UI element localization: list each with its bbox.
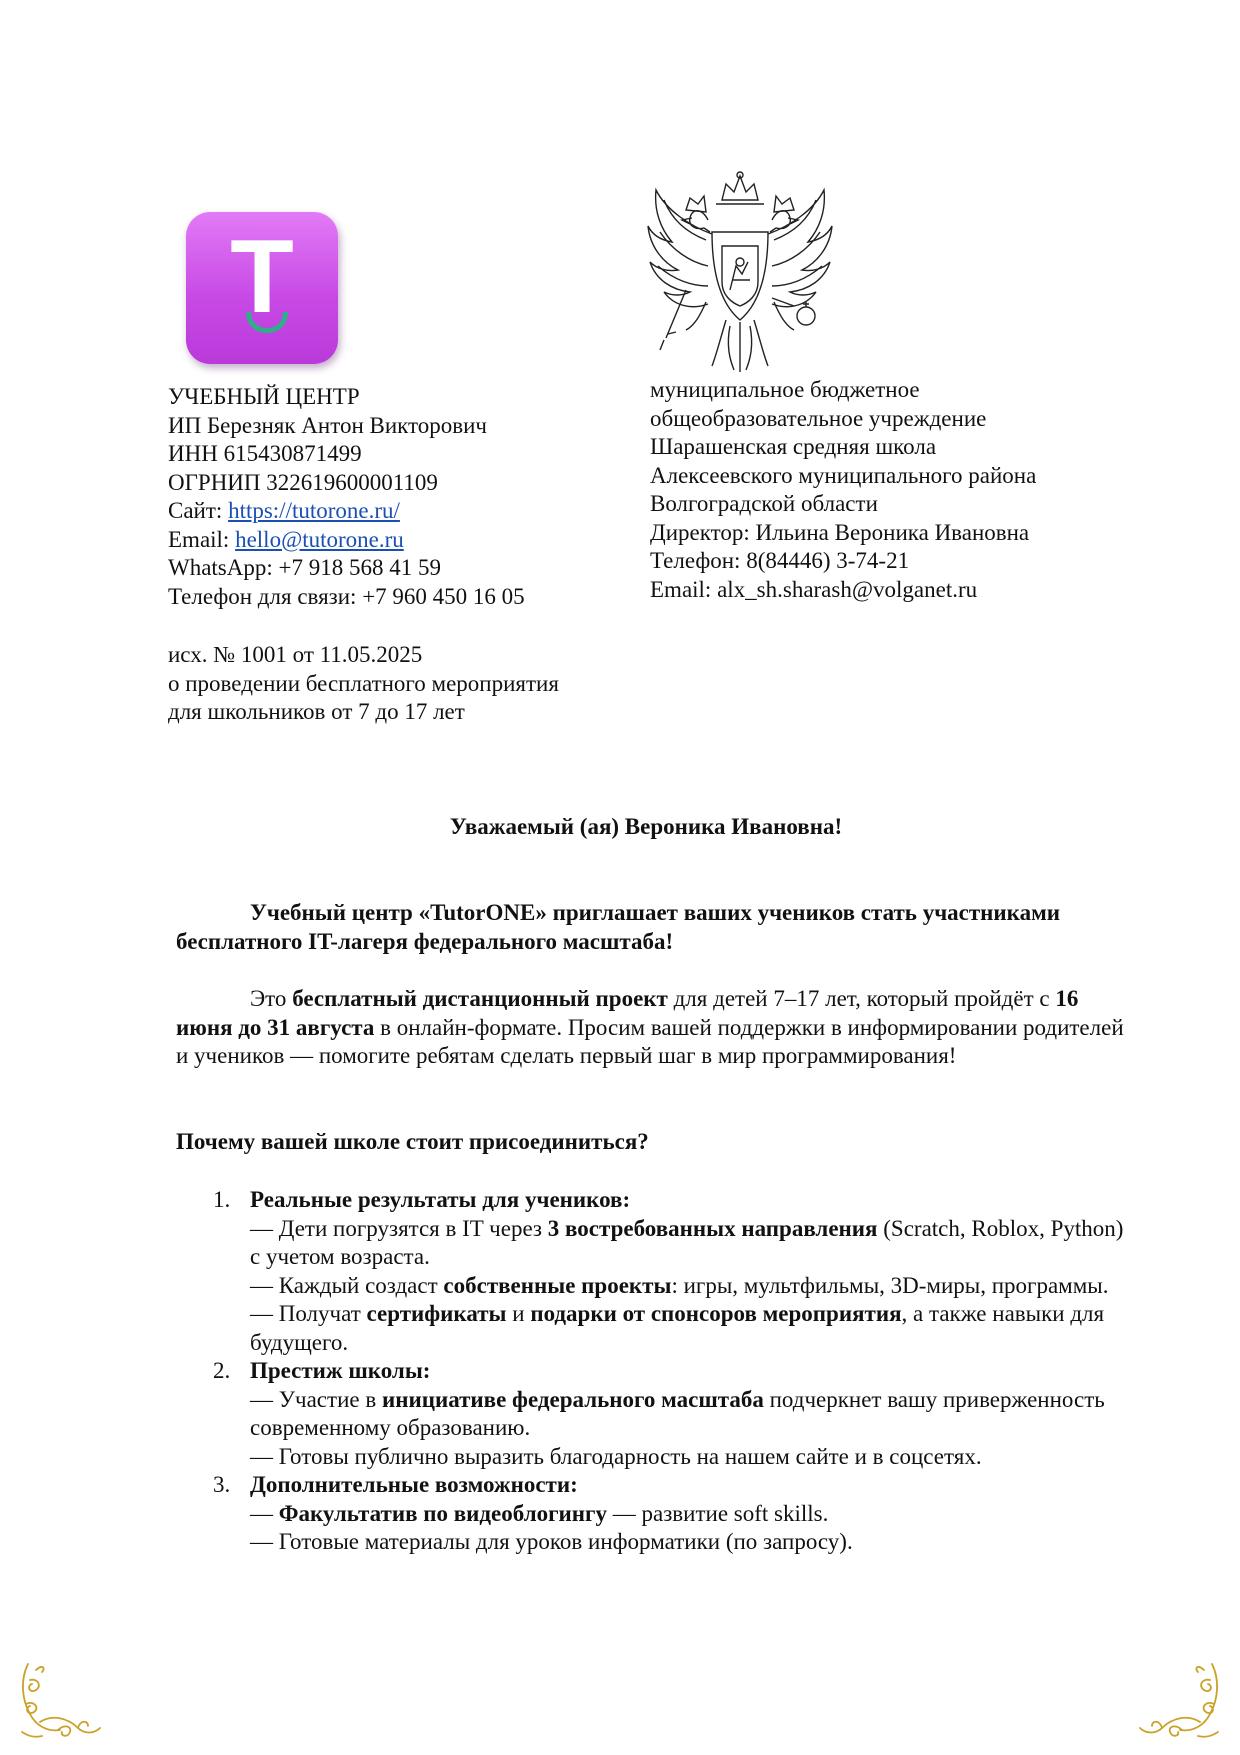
- sender-site-line: [168, 497, 648, 526]
- recipient-line: Алексеевского муниципального района: [650, 462, 1037, 488]
- corner-ornament-right: [1138, 1660, 1222, 1740]
- site-label: Сайт:: [168, 498, 229, 523]
- recipient-block: [650, 376, 1120, 604]
- recipient-line: Шарашенская средняя школа: [650, 434, 937, 459]
- text-run-bold: 3 востребованных направления: [547, 1215, 878, 1241]
- text-run: Это: [250, 986, 293, 1011]
- text-run-bold: сертификаты: [366, 1301, 507, 1326]
- logo-letter: T: [230, 219, 294, 335]
- coat-of-arms-image: [646, 170, 834, 376]
- text-run: подчеркнет вашу приверженность современному образованию.: [250, 1386, 1105, 1440]
- recipient-line: муниципальное бюджетное: [650, 377, 920, 402]
- recipient-line: общеобразовательное учреждение: [650, 405, 987, 431]
- text-run: , а также навыки для будущего.: [250, 1301, 1105, 1355]
- recipient-line: Волгоградской области: [650, 491, 878, 516]
- sender-phone: Телефон для связи: +7 960 450 16 05: [168, 583, 525, 609]
- email-link[interactable]: hello@tutorone.ru: [235, 526, 404, 552]
- intro-paragraph: Учебный центр «TutorONE» приглашает ваших учеников стать участниками бесплатного IT-лагеря федерального масштаба!: [176, 900, 1061, 954]
- text-run-bold: 16 июня до 31 августа: [176, 986, 1079, 1040]
- site-link[interactable]: https://tutorone.ru/: [228, 498, 400, 523]
- sender-email-line: [168, 526, 648, 555]
- corner-ornament-left: [18, 1660, 102, 1740]
- project-paragraph: [176, 985, 1136, 1071]
- recipient-phone: Телефон: 8(84446) 3-74-21: [650, 548, 910, 573]
- recipient-email: Email: alx_sh.sharash@volganet.ru: [650, 576, 978, 602]
- why-heading: Почему вашей школе стоит присоединиться?: [176, 1129, 649, 1154]
- tutorone-logo: [186, 212, 338, 364]
- benefit-item: [176, 1357, 1136, 1471]
- benefit-line: [250, 1272, 1136, 1301]
- benefit-line: [250, 1215, 1136, 1272]
- text-run-bold: собственные проекты: [443, 1272, 672, 1298]
- text-run: и: [506, 1301, 531, 1326]
- recipient-director: Директор: Ильина Вероника Ивановна: [650, 519, 1030, 545]
- benefit-number: 2.: [213, 1358, 231, 1383]
- text-run: —: [250, 1500, 279, 1526]
- text-run-bold: инициативе федерального масштаба: [381, 1386, 764, 1412]
- text-run-bold: Факультатив по видеоблогингу: [278, 1500, 607, 1526]
- text-run: — Дети погрузятся в IT через: [250, 1215, 548, 1241]
- benefit-number: 1.: [213, 1187, 231, 1212]
- text-run: для детей 7–17 лет, который пройдёт с: [667, 986, 1056, 1011]
- benefit-title: Престиж школы:: [250, 1358, 431, 1383]
- text-run: — Участие в: [250, 1386, 382, 1412]
- outgoing-reference: [168, 641, 688, 727]
- sender-ogrnip: ОГРНИП 322619600001109: [168, 469, 438, 495]
- benefit-title: Дополнительные возможности:: [250, 1472, 578, 1497]
- benefit-line: — Готовые материалы для уроков информатики (по запросу).: [250, 1529, 853, 1554]
- text-run: — Получат: [250, 1301, 367, 1326]
- benefit-item: [176, 1471, 1136, 1557]
- benefits-list: [176, 1186, 1136, 1557]
- sender-whatsapp: WhatsApp: +7 918 568 41 59: [168, 555, 441, 580]
- benefit-title: Реальные результаты для учеников:: [250, 1187, 631, 1212]
- sender-org-title: УЧЕБНЫЙ ЦЕНТР: [168, 384, 360, 409]
- email-label: Email:: [168, 526, 236, 552]
- benefit-line: — Готовы публично выразить благодарность на нашем сайте и в соцсетях.: [250, 1443, 982, 1469]
- text-run: : игры, мультфильмы, 3D-миры, программы.: [671, 1272, 1109, 1298]
- benefit-number: 3.: [213, 1472, 231, 1497]
- text-run: — Каждый создаст: [250, 1272, 444, 1298]
- sender-block: [168, 383, 648, 611]
- benefit-line: [250, 1500, 1136, 1529]
- benefit-line: [250, 1386, 1136, 1443]
- text-run: (Scratch, Roblox, Python) с учетом возраста.: [250, 1215, 1124, 1269]
- reference-subject: для школьников от 7 до 17 лет: [168, 699, 465, 724]
- sender-inn: ИНН 615430871499: [168, 441, 362, 466]
- sender-owner: ИП Березняк Антон Викторович: [168, 412, 488, 438]
- text-run: — развитие soft skills.: [607, 1500, 829, 1526]
- benefit-item: [176, 1186, 1136, 1357]
- text-run-bold: подарки от спонсоров мероприятия: [530, 1301, 902, 1326]
- benefit-line: [250, 1300, 1136, 1357]
- letter-greeting: Уважаемый (ая) Вероника Ивановна!: [449, 814, 843, 839]
- reference-subject: о проведении бесплатного мероприятия: [168, 670, 559, 696]
- text-run: в онлайн-формате. Просим вашей поддержки в информировании родителей и учеников — помогите ребятам сделать первый шаг в мир программирования!: [176, 1014, 1124, 1068]
- reference-number: исх. № 1001 от 11.05.2025: [168, 642, 423, 667]
- text-run-bold: бесплатный дистанционный проект: [292, 986, 668, 1011]
